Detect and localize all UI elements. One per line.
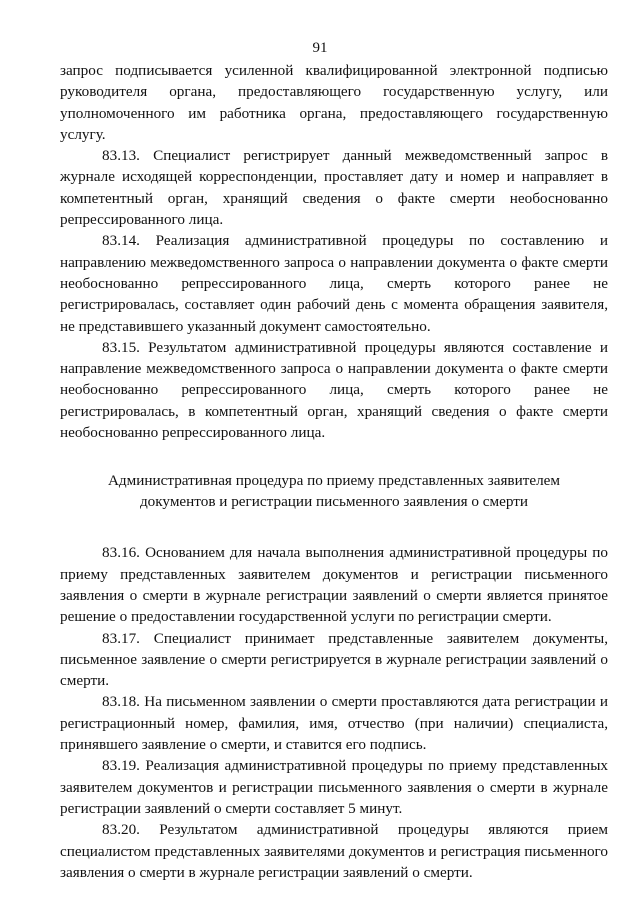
paragraph-83-20: 83.20. Результатом административной процедуры являются прием специалистом представленных заявителями документов и регистрация письменного заявления о смерти в журнале регистрации заявлений о смерти. <box>60 821 608 881</box>
paragraph-83-13: 83.13. Специалист регистрирует данный межведомственный запрос в журнале исходящей корреспонденции, проставляет дату и номер и направляет в компетентный орган, хранящий сведения о факте смерти необоснованно репрессированного лица. <box>60 147 608 229</box>
paragraph-83-17: 83.17. Специалист принимает представленные заявителем документы, письменное заявление о смерти регистрируется в журнале регистрации заявлений о смерти. <box>60 629 608 690</box>
section-heading-line-1: Административная процедура по приему представленных заявителем <box>107 472 561 490</box>
page-number: 91 <box>312 40 328 56</box>
paragraph-83-18: 83.18. На письменном заявлении о смерти проставляются дата регистрации и регистрационный номер, фамилия, имя, отчество (при наличии) специалиста, принявшего заявление о смерти, и ставится его подпись. <box>60 693 608 754</box>
paragraph-83-15: 83.15. Результатом административной процедуры являются составление и направление межведомственного запроса о направлении документа о факте смерти необоснованно репрессированного лица, смерть которого ранее не регистрировалась, в компетентный орган, хранящий сведения о факте смерти необоснованно репрессированного лица. <box>60 338 608 442</box>
section-heading-line-2: документов и регистрации письменного заявления о смерти <box>139 493 529 511</box>
paragraph-continuation: запрос подписывается усиленной квалифицированной электронной подписью руководителя органа, предоставляющего государственную услугу, или уполномоченного им работника органа, предоставляющего государственную услугу. <box>60 62 608 143</box>
paragraph-83-16: 83.16. Основанием для начала выполнения административной процедуры по приему представленных заявителем документов и регистрации письменного заявления о смерти в журнале регистрации заявлений о смерти является принятое решение о предоставлении государственной услуги по регистрации смерти. <box>60 544 608 626</box>
paragraph-83-14: 83.14. Реализация административной процедуры по составлению и направлению межведомственного запроса о направлении документа о факте смерти необоснованно репрессированного лица, смерть которого ранее не регистрировалась, составляет один рабочий день с момента обращения заявителя, не представившего указанный документ самостоятельно. <box>60 232 608 335</box>
section-heading <box>60 470 608 512</box>
document-body <box>60 60 608 883</box>
paragraph-83-19: 83.19. Реализация административной процедуры по приему представленных заявителем документов и регистрации письменного заявления о смерти в журнале регистрации заявлений о смерти составляет 5 минут. <box>60 757 608 817</box>
